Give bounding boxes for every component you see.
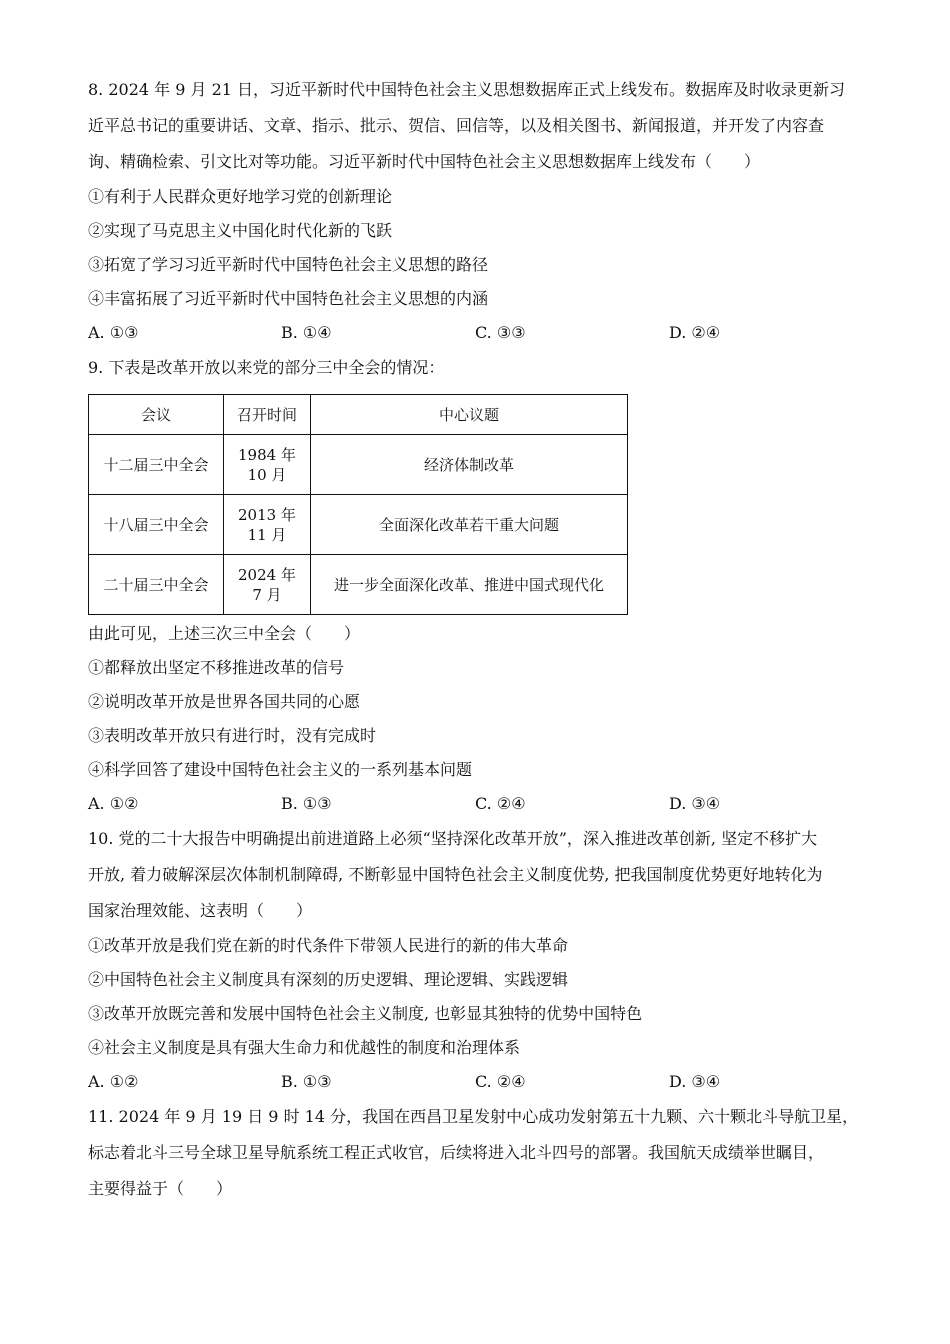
choice-c[interactable]: C. ③③ <box>475 323 526 342</box>
choice-a[interactable]: A. ①② <box>88 1072 139 1091</box>
table-row <box>89 495 628 555</box>
question-9-statement: ①都释放出坚定不移推进改革的信号 <box>88 658 345 677</box>
question-8-statement: ④丰富拓展了习近平新时代中国特色社会主义思想的内涵 <box>88 289 489 308</box>
table-cell: 十二届三中全会 <box>89 435 224 495</box>
question-8-stem-line: 询、精确检索、引文比对等功能。习近平新时代中国特色社会主义思想数据库上线发布（ ） <box>88 152 761 171</box>
question-10-stem-line: 开放, 着力破解深层次体制机制障碍, 不断彰显中国特色社会主义制度优势, 把我国制度优势更好地转化为 <box>88 865 823 884</box>
question-8-stem-line: 近平总书记的重要讲话、文章、指示、批示、贺信、回信等，以及相关图书、新闻报道，并开发了内容查 <box>88 116 825 135</box>
table-row <box>89 555 628 615</box>
question-8-statement: ③拓宽了学习习近平新时代中国特色社会主义思想的路径 <box>88 255 489 274</box>
exam-page <box>88 72 868 1207</box>
table-header-cell: 中心议题 <box>311 395 628 435</box>
table-header-row <box>89 395 628 435</box>
question-8-choices <box>88 316 868 350</box>
question-11-stem-line: 11. 2024 年 9 月 19 日 9 时 14 分，我国在西昌卫星发射中心成功发射第五十九颗、六十颗北斗导航卫星， <box>88 1107 859 1126</box>
choice-c[interactable]: C. ②④ <box>475 794 526 813</box>
question-8-statement: ①有利于人民群众更好地学习党的创新理论 <box>88 187 393 206</box>
question-11-stem-line: 标志着北斗三号全球卫星导航系统工程正式收官，后续将进入北斗四号的部署。我国航天成绩举世瞩目， <box>88 1143 825 1162</box>
question-10 <box>88 821 868 1099</box>
question-9-conclusion: 由此可见，上述三次三中全会（ ） <box>88 624 361 643</box>
choice-d[interactable]: D. ③④ <box>669 794 721 813</box>
table-header-cell: 召开时间 <box>224 395 311 435</box>
question-8 <box>88 72 868 350</box>
question-9 <box>88 350 868 821</box>
question-11 <box>88 1099 868 1207</box>
table-cell: 2013 年 11 月 <box>224 495 311 555</box>
table-cell: 十八届三中全会 <box>89 495 224 555</box>
choice-d[interactable]: D. ②④ <box>669 323 721 342</box>
question-10-statement: ②中国特色社会主义制度具有深刻的历史逻辑、理论逻辑、实践逻辑 <box>88 970 569 989</box>
question-10-statement: ③改革开放既完善和发展中国特色社会主义制度, 也彰显其独特的优势中国特色 <box>88 1004 643 1023</box>
table-row <box>89 435 628 495</box>
table-cell: 2024 年 7 月 <box>224 555 311 615</box>
choice-d[interactable]: D. ③④ <box>669 1072 721 1091</box>
choice-a[interactable]: A. ①③ <box>88 323 139 342</box>
question-8-statement: ②实现了马克思主义中国化时代化新的飞跃 <box>88 221 393 240</box>
question-10-statement: ①改革开放是我们党在新的时代条件下带领人民进行的新的伟大革命 <box>88 936 569 955</box>
choice-a[interactable]: A. ①② <box>88 794 139 813</box>
question-10-stem-line: 国家治理效能、这表明（ ） <box>88 901 313 920</box>
table-cell: 经济体制改革 <box>311 435 628 495</box>
question-10-statement: ④社会主义制度是具有强大生命力和优越性的制度和治理体系 <box>88 1038 521 1057</box>
choice-b[interactable]: B. ①④ <box>281 323 332 342</box>
question-9-stem: 9. 下表是改革开放以来党的部分三中全会的情况： <box>88 358 445 377</box>
question-10-choices <box>88 1065 868 1099</box>
question-10-stem-line: 10. 党的二十大报告中明确提出前进道路上必须“坚持深化改革开放”，深入推进改革创新, 坚定不移扩大 <box>88 829 818 848</box>
question-11-stem-line: 主要得益于（ ） <box>88 1179 233 1198</box>
choice-b[interactable]: B. ①③ <box>281 1072 332 1091</box>
choice-b[interactable]: B. ①③ <box>281 794 332 813</box>
question-9-choices <box>88 787 868 821</box>
choice-c[interactable]: C. ②④ <box>475 1072 526 1091</box>
table-cell: 1984 年 10 月 <box>224 435 311 495</box>
question-9-statement: ②说明改革开放是世界各国共同的心愿 <box>88 692 361 711</box>
plenary-table <box>88 394 628 615</box>
question-9-statement: ④科学回答了建设中国特色社会主义的一系列基本问题 <box>88 760 473 779</box>
table-cell: 二十届三中全会 <box>89 555 224 615</box>
question-8-stem-line: 8. 2024 年 9 月 21 日，习近平新时代中国特色社会主义思想数据库正式上线发布。数据库及时收录更新习 <box>88 80 846 99</box>
question-9-statement: ③表明改革开放只有进行时，没有完成时 <box>88 726 377 745</box>
table-cell: 进一步全面深化改革、推进中国式现代化 <box>311 555 628 615</box>
table-cell: 全面深化改革若干重大问题 <box>311 495 628 555</box>
table-header-cell: 会议 <box>89 395 224 435</box>
